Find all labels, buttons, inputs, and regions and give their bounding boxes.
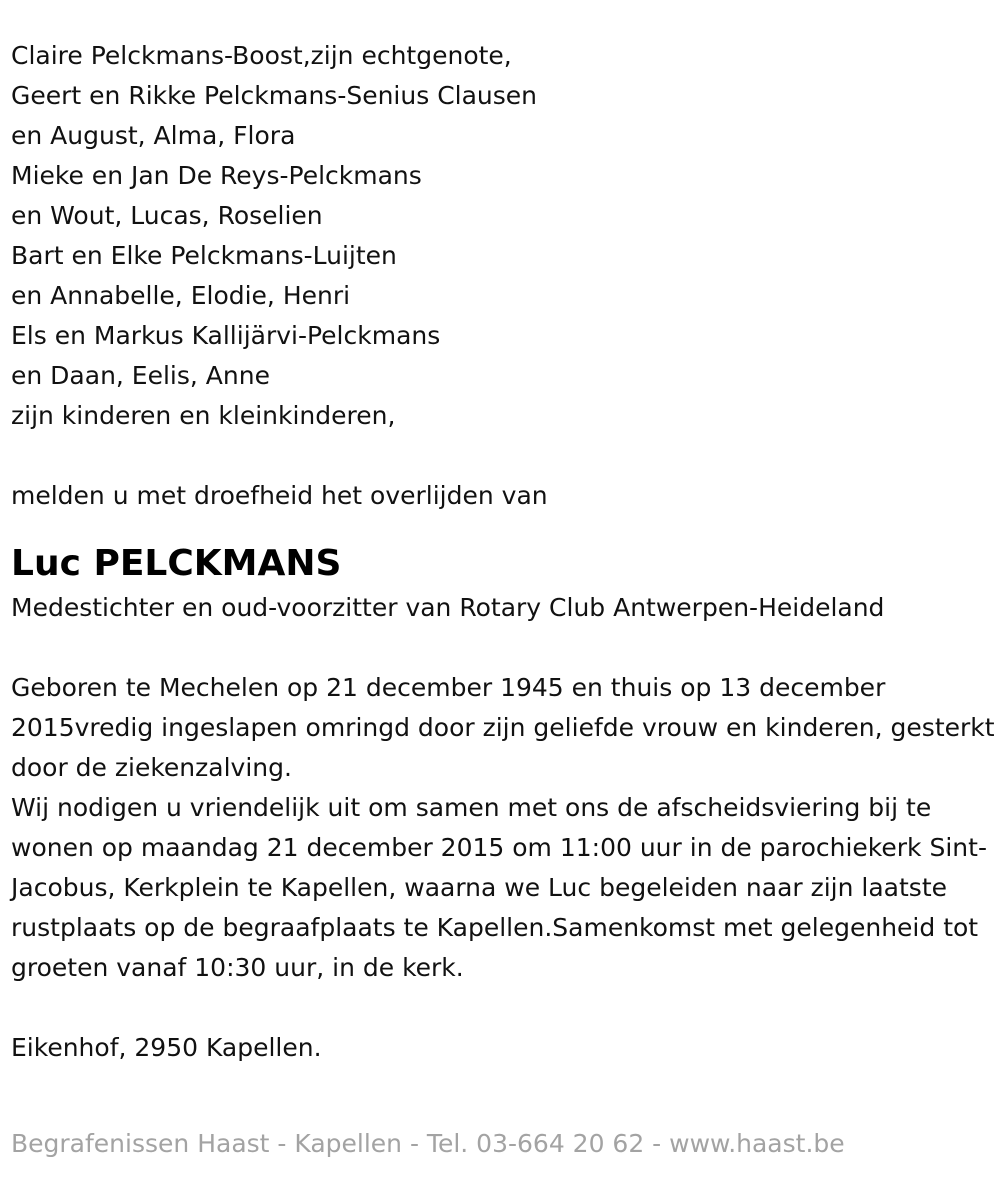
- invitation-paragraph: Wij nodigen u vriendelijk uit om samen met ons de afscheidsviering bij te wonen op maandag 21 december 2015 om 11:00 uur in de parochiekerk Sint-Jacobus, Kerkplein te Kapellen, waarna we Luc begeleiden naar zijn laatste rustplaats op de begraafplaats te Kapellen.Samenkomst met gelegenheid tot groeten vanaf 10:30 uur, in de kerk.: [11, 793, 987, 982]
- family-line: Claire Pelckmans-Boost,zijn echtgenote,: [11, 41, 512, 70]
- birth-death-paragraph: Geboren te Mechelen op 21 december 1945 en thuis op 13 december 2015vredig ingeslapen omringd door zijn geliefde vrouw en kinderen, gesterkt door de ziekenzalving.: [11, 673, 995, 782]
- spacer: [11, 516, 996, 540]
- spacer: [11, 436, 996, 476]
- deceased-name: Luc PELCKMANS: [11, 543, 342, 584]
- family-line: en Annabelle, Elodie, Henri: [11, 281, 351, 310]
- family-line: Bart en Elke Pelckmans-Luijten: [11, 241, 397, 270]
- funeral-home-footer: Begrafenissen Haast - Kapellen - Tel. 03-664 20 62 - www.haast.be: [11, 1129, 845, 1158]
- family-line: Geert en Rikke Pelckmans-Senius Clausen: [11, 81, 538, 110]
- family-line: Els en Markus Kallijärvi-Pelckmans: [11, 321, 441, 350]
- family-list: [11, 36, 996, 436]
- family-line: zijn kinderen en kleinkinderen,: [11, 401, 396, 430]
- announcement-text: melden u met droefheid het overlijden van: [11, 481, 548, 510]
- spacer: [11, 988, 996, 1028]
- spacer: [11, 628, 996, 668]
- family-line: en Daan, Eelis, Anne: [11, 361, 270, 390]
- deceased-title: Medestichter en oud-voorzitter van Rotary Club Antwerpen-Heideland: [11, 593, 885, 622]
- family-line: Mieke en Jan De Reys-Pelckmans: [11, 161, 422, 190]
- family-line: en August, Alma, Flora: [11, 121, 296, 150]
- family-line: en Wout, Lucas, Roselien: [11, 201, 323, 230]
- address-text: Eikenhof, 2950 Kapellen.: [11, 1033, 322, 1062]
- death-notice: [11, 36, 996, 1068]
